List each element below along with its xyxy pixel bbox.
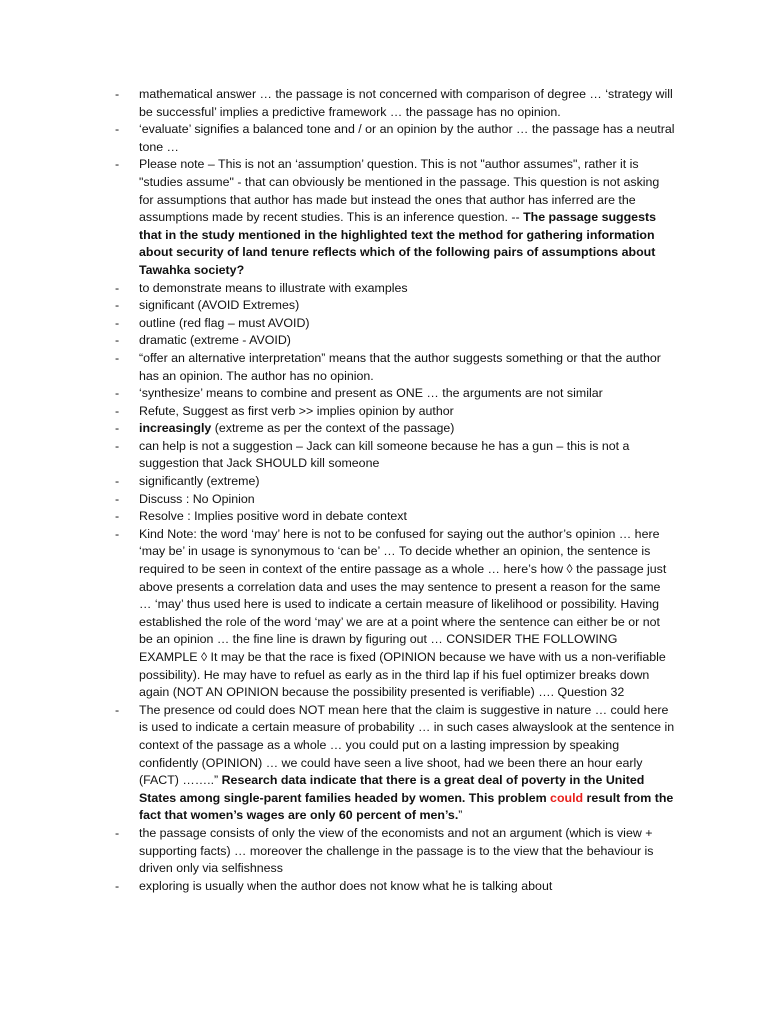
list-item	[115, 403, 675, 421]
bullet-dash: -	[115, 122, 120, 137]
list-item	[115, 825, 675, 878]
list-item	[115, 156, 675, 279]
bullet-dash: -	[115, 474, 120, 489]
list-item-text: result from the fact that women’s wages are only 60 percent of men’s.	[139, 790, 674, 823]
list-item-text: ‘evaluate’ signifies a balanced tone and / or an opinion by the author … the passage has a neutral tone …	[139, 122, 675, 154]
list-item	[115, 332, 675, 350]
list-item	[115, 385, 675, 403]
bullet-dash: -	[115, 315, 120, 330]
list-item-text: The passage suggests that in the study mentioned in the highlighted text the method for gathering information about security of land tenure reflects which of the following pairs of assumptions about Tawahka society?	[139, 210, 656, 277]
list-item	[115, 280, 675, 298]
list-item-text: Kind Note: the word ‘may’ here is not to be confused for saying out the author’s opinion … here ‘may be’ in usage is synonymous to ‘can be’ … To decide whether an opinion, the sentence is required to be seen in context of the entire passage as a whole … here’s how ◊ the passage just above presents a correlation data and uses the may sentence to present a reason for the same … ‘may’ thus used here is used to indicate a certain measure of likelihood or possibility. Having established the role of the word ‘may’ we are at a point where the sentence can either be or not be an opinion … the fine line is drawn by figuring out … CONSIDER THE FOLLOWING EXAMPLE ◊ It may be that the race is fixed (OPINION because we have with us a non-verifiable possibility). He may have to refuel as early as in the third lap if his fuel optimizer breaks down again (NOT AN OPINION because the possibility presented is verifiable) …. Question 32	[139, 526, 667, 700]
list-item-text: significantly (extreme)	[139, 474, 260, 489]
bullet-dash: -	[115, 526, 120, 541]
bullet-dash: -	[115, 333, 120, 348]
list-item-text: “offer an alternative interpretation” means that the author suggests something or that the author has an opinion. The author has no opinion.	[139, 350, 661, 383]
bullet-dash: -	[115, 509, 120, 524]
list-item-text: mathematical answer … the passage is not concerned with comparison of degree … ‘strategy will be successful’ implies a predictive framework … the passage has no opinion.	[139, 87, 673, 119]
list-item-text: Refute, Suggest as first verb >> implies opinion by author	[139, 403, 454, 418]
list-item-text: outline (red flag – must AVOID)	[139, 315, 310, 330]
list-item	[115, 315, 675, 333]
bullet-dash: -	[115, 350, 120, 365]
notes-list	[115, 86, 675, 895]
list-item-text: Please note – This is not an ‘assumption’ question. This is not "author assumes", rather it is "studies assume" - that can obviously be mentioned in the passage. This question is not asking for assumptions that author has made but instead the ones that author has inferred are the assumptions made by recent studies. This is an inference question. --	[139, 157, 660, 225]
list-item-text: ”	[458, 808, 463, 823]
bullet-dash: -	[115, 438, 120, 453]
bullet-dash: -	[115, 878, 120, 893]
list-item-text: ‘synthesize’ means to combine and present as ONE … the arguments are not similar	[139, 386, 603, 401]
list-item	[115, 297, 675, 315]
list-item	[115, 508, 675, 526]
list-item	[115, 526, 675, 702]
bullet-dash: -	[115, 87, 120, 101]
bullet-dash: -	[115, 298, 120, 313]
list-item	[115, 702, 675, 825]
bullet-dash: -	[115, 386, 120, 401]
list-item-text: exploring is usually when the author does not know what he is talking about	[139, 878, 553, 893]
bullet-dash: -	[115, 491, 120, 506]
bullet-dash: -	[115, 280, 120, 295]
list-item	[115, 121, 675, 156]
list-item-text: dramatic (extreme - AVOID)	[139, 333, 291, 348]
list-item-text: significant (AVOID Extremes)	[139, 298, 300, 313]
bullet-dash: -	[115, 702, 120, 717]
list-item	[115, 438, 675, 473]
list-item-text: Discuss : No Opinion	[139, 491, 255, 506]
bullet-dash: -	[115, 157, 120, 172]
list-item-text: the passage consists of only the view of the economists and not an argument (which is view + supporting facts) … moreover the challenge in the passage is to the view that the behaviour is driven only via selfishness	[139, 825, 654, 876]
list-item-text: (extreme as per the context of the passage)	[211, 421, 455, 436]
list-item-text: The presence od could does NOT mean here that the claim is suggestive in nature … could here is used to indicate a certain measure of probability … in such cases alwayslook at the sentence in context of the passage as a whole … you could put on a lasting impression by speaking confidently (OPINION) … we could have seen a live shoot, had we been there an hour early (FACT) ……..”	[139, 702, 675, 788]
list-item-text: can help is not a suggestion – Jack can kill someone because he has a gun – this is not a suggestion that Jack SHOULD kill someone	[139, 438, 630, 471]
bullet-dash: -	[115, 403, 120, 418]
bullet-dash: -	[115, 421, 120, 436]
list-item-text: Research data indicate that there is a great deal of poverty in the United States among single-parent families headed by women. This problem	[139, 773, 645, 805]
bullet-dash: -	[115, 825, 120, 840]
list-item	[115, 878, 675, 896]
list-item-text: could	[550, 790, 584, 805]
list-item	[115, 86, 675, 121]
list-item	[115, 420, 675, 438]
list-item	[115, 473, 675, 491]
list-item	[115, 491, 675, 509]
list-item-text: Resolve : Implies positive word in debate context	[139, 509, 407, 524]
list-item-text: increasingly	[139, 421, 212, 436]
list-item-text: to demonstrate means to illustrate with examples	[139, 280, 408, 295]
list-item	[115, 350, 675, 385]
